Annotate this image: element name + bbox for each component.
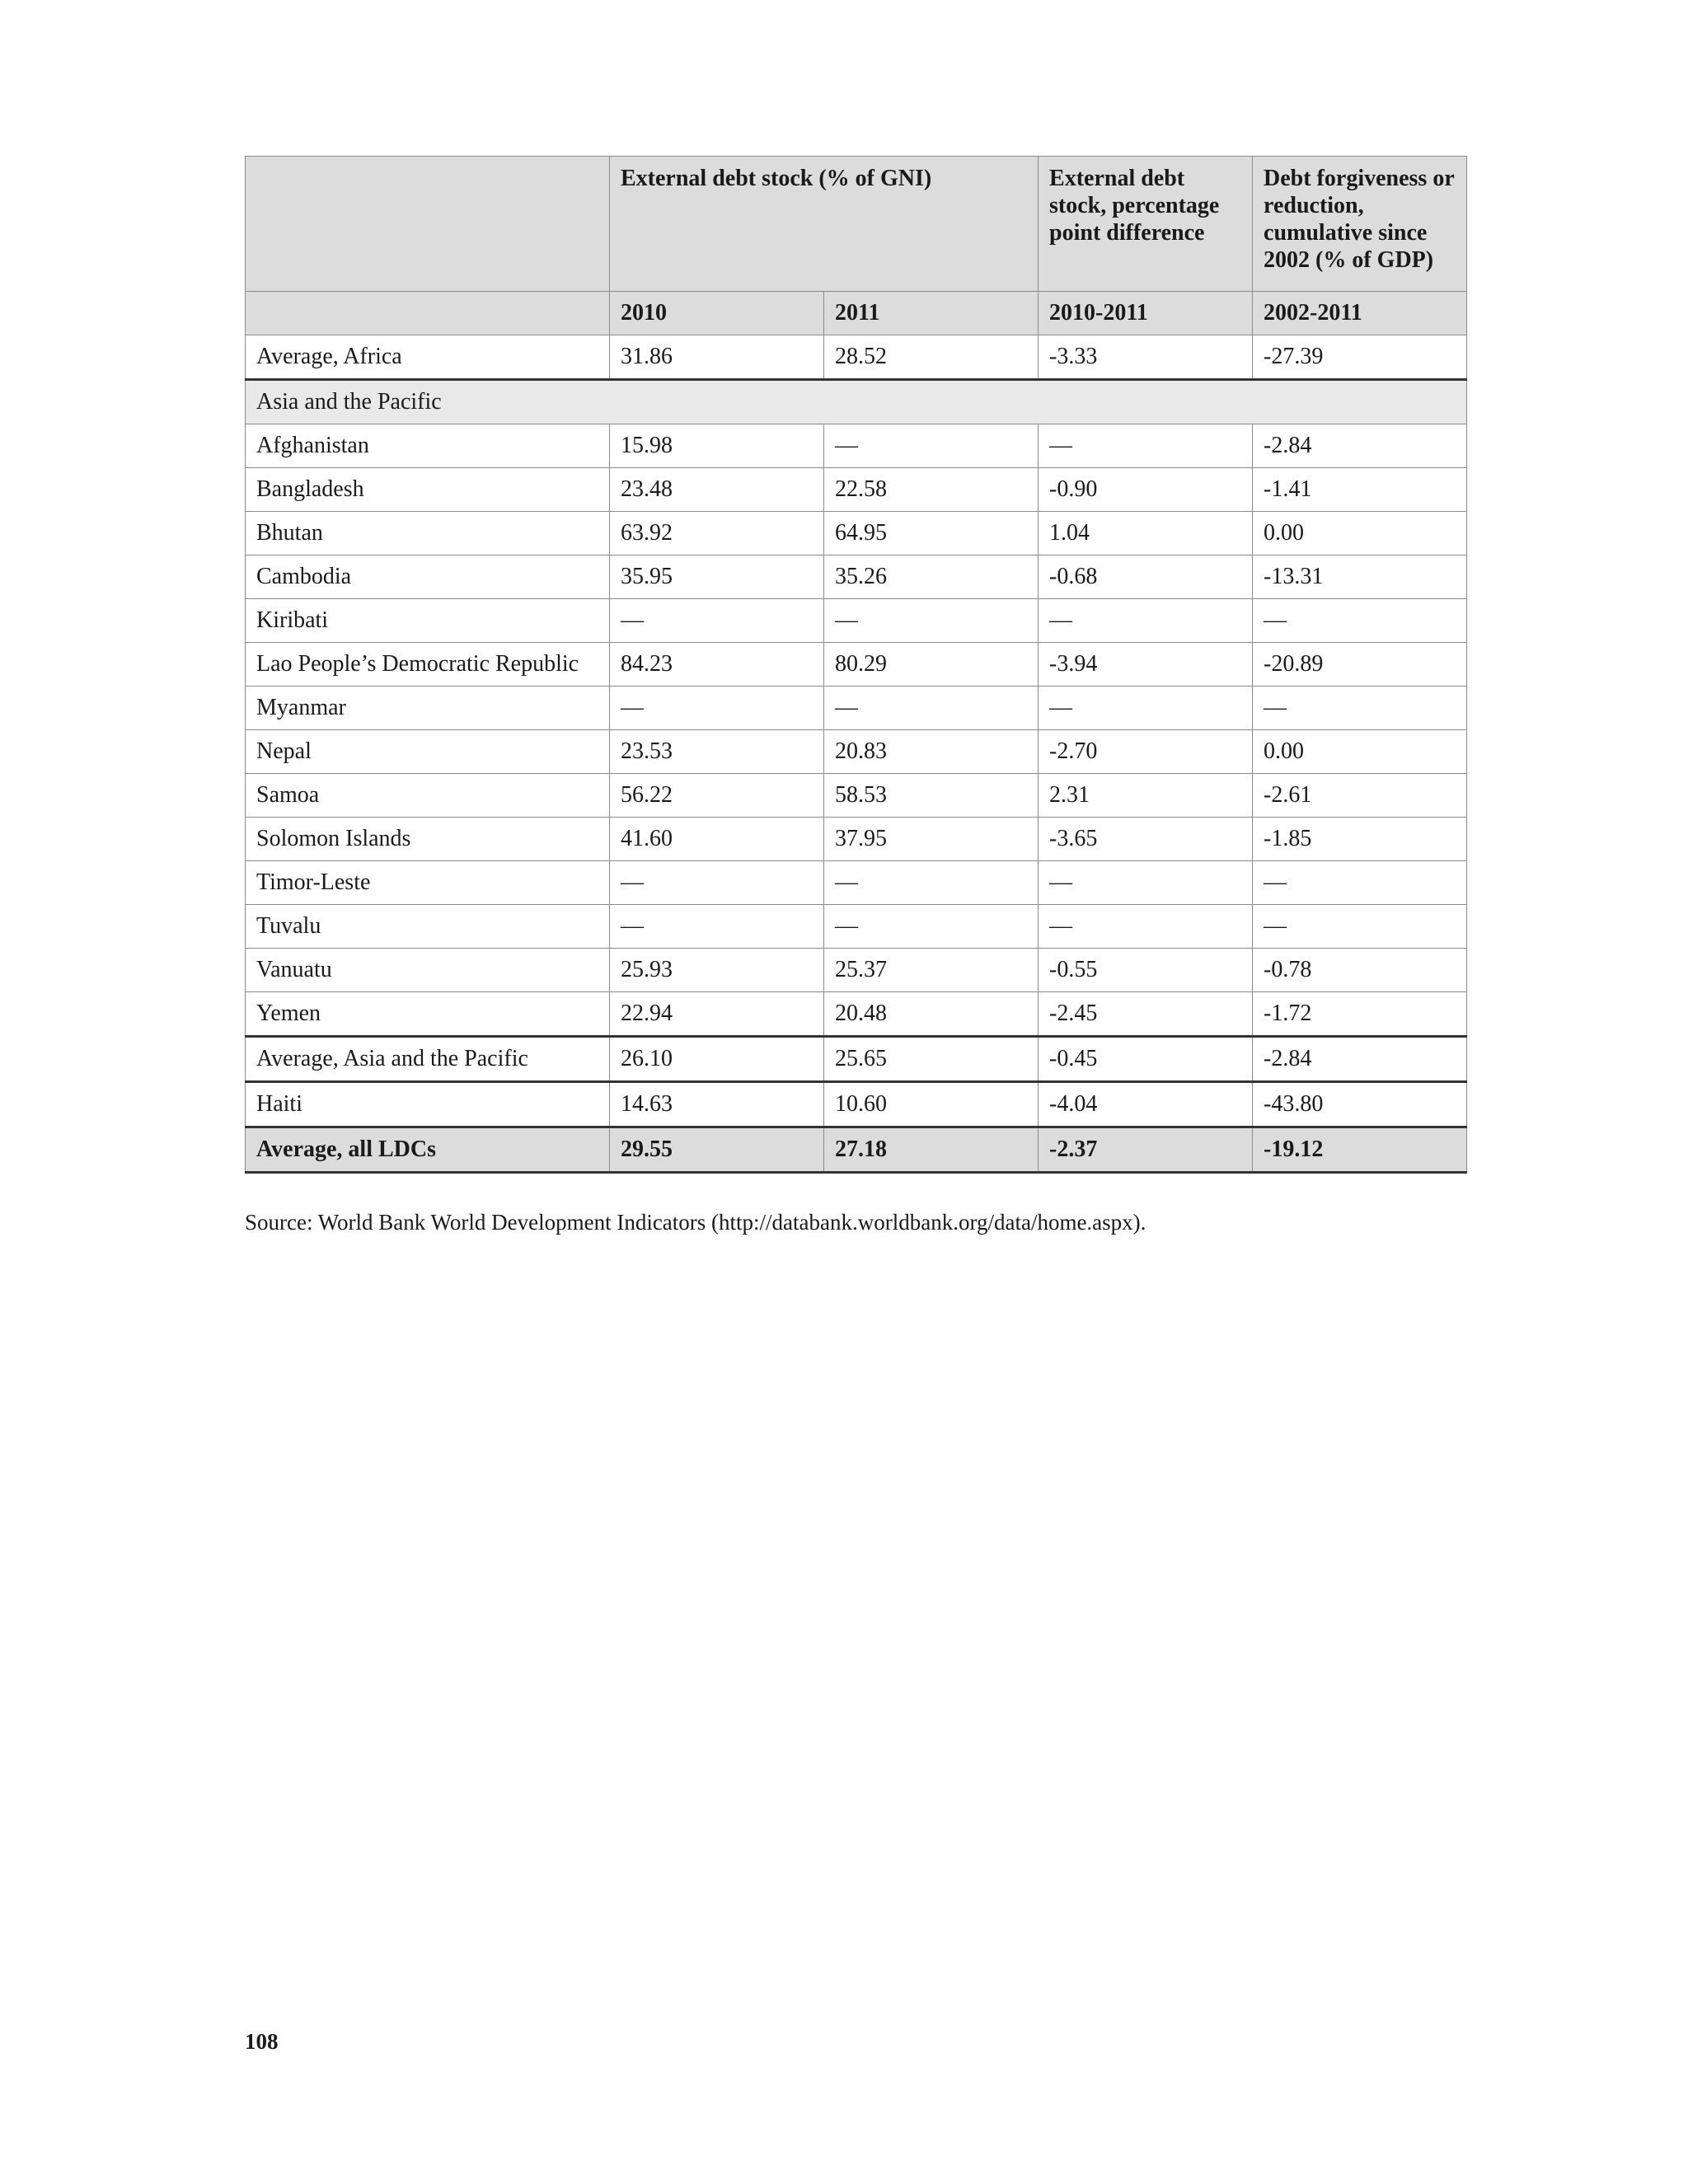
row-label: Yemen [246,992,610,1037]
table-cell: -2.70 [1039,730,1253,774]
table-cell: 63.92 [610,512,824,555]
table-cell: — [1039,599,1253,643]
table-cell: — [1253,905,1467,949]
row-label: Lao People’s Democratic Republic [246,643,610,687]
table-cell: -19.12 [1253,1127,1467,1173]
row-label: Nepal [246,730,610,774]
table-cell: 28.52 [824,335,1039,380]
row-label: Average, Asia and the Pacific [246,1037,610,1082]
debt-table [245,156,1467,1174]
table-row [246,555,1467,599]
table-cell: — [824,687,1039,730]
table-row [246,424,1467,468]
table-row [246,599,1467,643]
row-label: Vanuatu [246,949,610,992]
table-cell: 35.26 [824,555,1039,599]
table-cell: -13.31 [1253,555,1467,599]
row-label: Tuvalu [246,905,610,949]
page-number: 108 [245,2029,279,2054]
table-cell: -2.84 [1253,424,1467,468]
table-row [246,1082,1467,1127]
table-cell: 26.10 [610,1037,824,1082]
table-cell: 29.55 [610,1127,824,1173]
row-label: Samoa [246,774,610,818]
table-cell: 23.48 [610,468,824,512]
table-cell: -2.61 [1253,774,1467,818]
table-cell: -0.90 [1039,468,1253,512]
table-cell: -43.80 [1253,1082,1467,1127]
table-row [246,774,1467,818]
row-label: Average, Africa [246,335,610,380]
table-cell: -0.45 [1039,1037,1253,1082]
table-row [246,468,1467,512]
header-debt-forgiveness: Debt forgiveness or reduction, cumulative since 2002 (% of GDP) [1253,157,1467,292]
table-cell: -1.85 [1253,818,1467,861]
table-cell: 25.65 [824,1037,1039,1082]
table-cell: -0.78 [1253,949,1467,992]
table-cell: -0.68 [1039,555,1253,599]
table-cell: -1.72 [1253,992,1467,1037]
table-row [246,643,1467,687]
row-label: Average, all LDCs [246,1127,610,1173]
table-row [246,905,1467,949]
row-label: Myanmar [246,687,610,730]
row-label: Timor-Leste [246,861,610,905]
table-row [246,949,1467,992]
table-cell: -3.33 [1039,335,1253,380]
table-cell: -1.41 [1253,468,1467,512]
table-cell: — [1039,687,1253,730]
table-cell: 10.60 [824,1082,1039,1127]
header-blank [246,157,610,292]
table-cell: 41.60 [610,818,824,861]
table-row [246,992,1467,1037]
subheader-2010-2011: 2010-2011 [1039,292,1253,335]
row-label: Bhutan [246,512,610,555]
header-external-debt-stock: External debt stock (% of GNI) [610,157,1039,292]
table-cell: -2.84 [1253,1037,1467,1082]
table-cell: 37.95 [824,818,1039,861]
table-row [246,1037,1467,1082]
row-label: Kiribati [246,599,610,643]
table-cell: 56.22 [610,774,824,818]
table-cell: 25.93 [610,949,824,992]
header-row-years [246,292,1467,335]
table-cell: -3.65 [1039,818,1253,861]
table-body [246,335,1467,1173]
table-cell: 20.48 [824,992,1039,1037]
table-cell: 22.58 [824,468,1039,512]
table-cell: 64.95 [824,512,1039,555]
table-cell: 2.31 [1039,774,1253,818]
header-percentage-point-difference: External debt stock, percentage point difference [1039,157,1253,292]
header-row-top [246,157,1467,292]
table-row [246,512,1467,555]
table-cell: — [1039,424,1253,468]
table-cell: 0.00 [1253,512,1467,555]
subheader-2002-2011: 2002-2011 [1253,292,1467,335]
table-cell: — [1253,687,1467,730]
row-label: Solomon Islands [246,818,610,861]
row-label: Bangladesh [246,468,610,512]
table-cell: — [824,905,1039,949]
table-cell: — [1039,861,1253,905]
table-cell: 31.86 [610,335,824,380]
subheader-2010: 2010 [610,292,824,335]
table-cell: -0.55 [1039,949,1253,992]
region-row [246,380,1467,424]
table-cell: 80.29 [824,643,1039,687]
table-cell: 15.98 [610,424,824,468]
table-cell: — [1039,905,1253,949]
table-cell: — [824,599,1039,643]
table-row [246,730,1467,774]
table-cell: 25.37 [824,949,1039,992]
table-cell: — [824,861,1039,905]
region-label: Asia and the Pacific [246,380,1467,424]
table-cell: — [1253,861,1467,905]
table-cell: — [610,687,824,730]
row-label: Cambodia [246,555,610,599]
table-cell: 58.53 [824,774,1039,818]
table-cell: -4.04 [1039,1082,1253,1127]
table-row [246,687,1467,730]
table-row [246,818,1467,861]
table-cell: 1.04 [1039,512,1253,555]
source-note: Source: World Bank World Development Indicators (http://databank.worldbank.org/data/home.aspx). [245,1210,1146,1235]
subheader-2011: 2011 [824,292,1039,335]
table-cell: -2.37 [1039,1127,1253,1173]
table-cell: 22.94 [610,992,824,1037]
table-header [246,157,1467,335]
table-cell: -27.39 [1253,335,1467,380]
table-cell: — [610,599,824,643]
table-cell: 0.00 [1253,730,1467,774]
table-cell: — [824,424,1039,468]
table-row [246,861,1467,905]
table-row [246,335,1467,380]
table-cell: 20.83 [824,730,1039,774]
table-cell: -3.94 [1039,643,1253,687]
table-cell: 84.23 [610,643,824,687]
table-cell: -2.45 [1039,992,1253,1037]
table-cell: — [1253,599,1467,643]
table-row [246,1127,1467,1173]
table-cell: — [610,861,824,905]
table-cell: — [610,905,824,949]
table-cell: 23.53 [610,730,824,774]
table-cell: 35.95 [610,555,824,599]
row-label: Haiti [246,1082,610,1127]
table-cell: 14.63 [610,1082,824,1127]
table-cell: 27.18 [824,1127,1039,1173]
row-label: Afghanistan [246,424,610,468]
table-cell: -20.89 [1253,643,1467,687]
subheader-blank [246,292,610,335]
